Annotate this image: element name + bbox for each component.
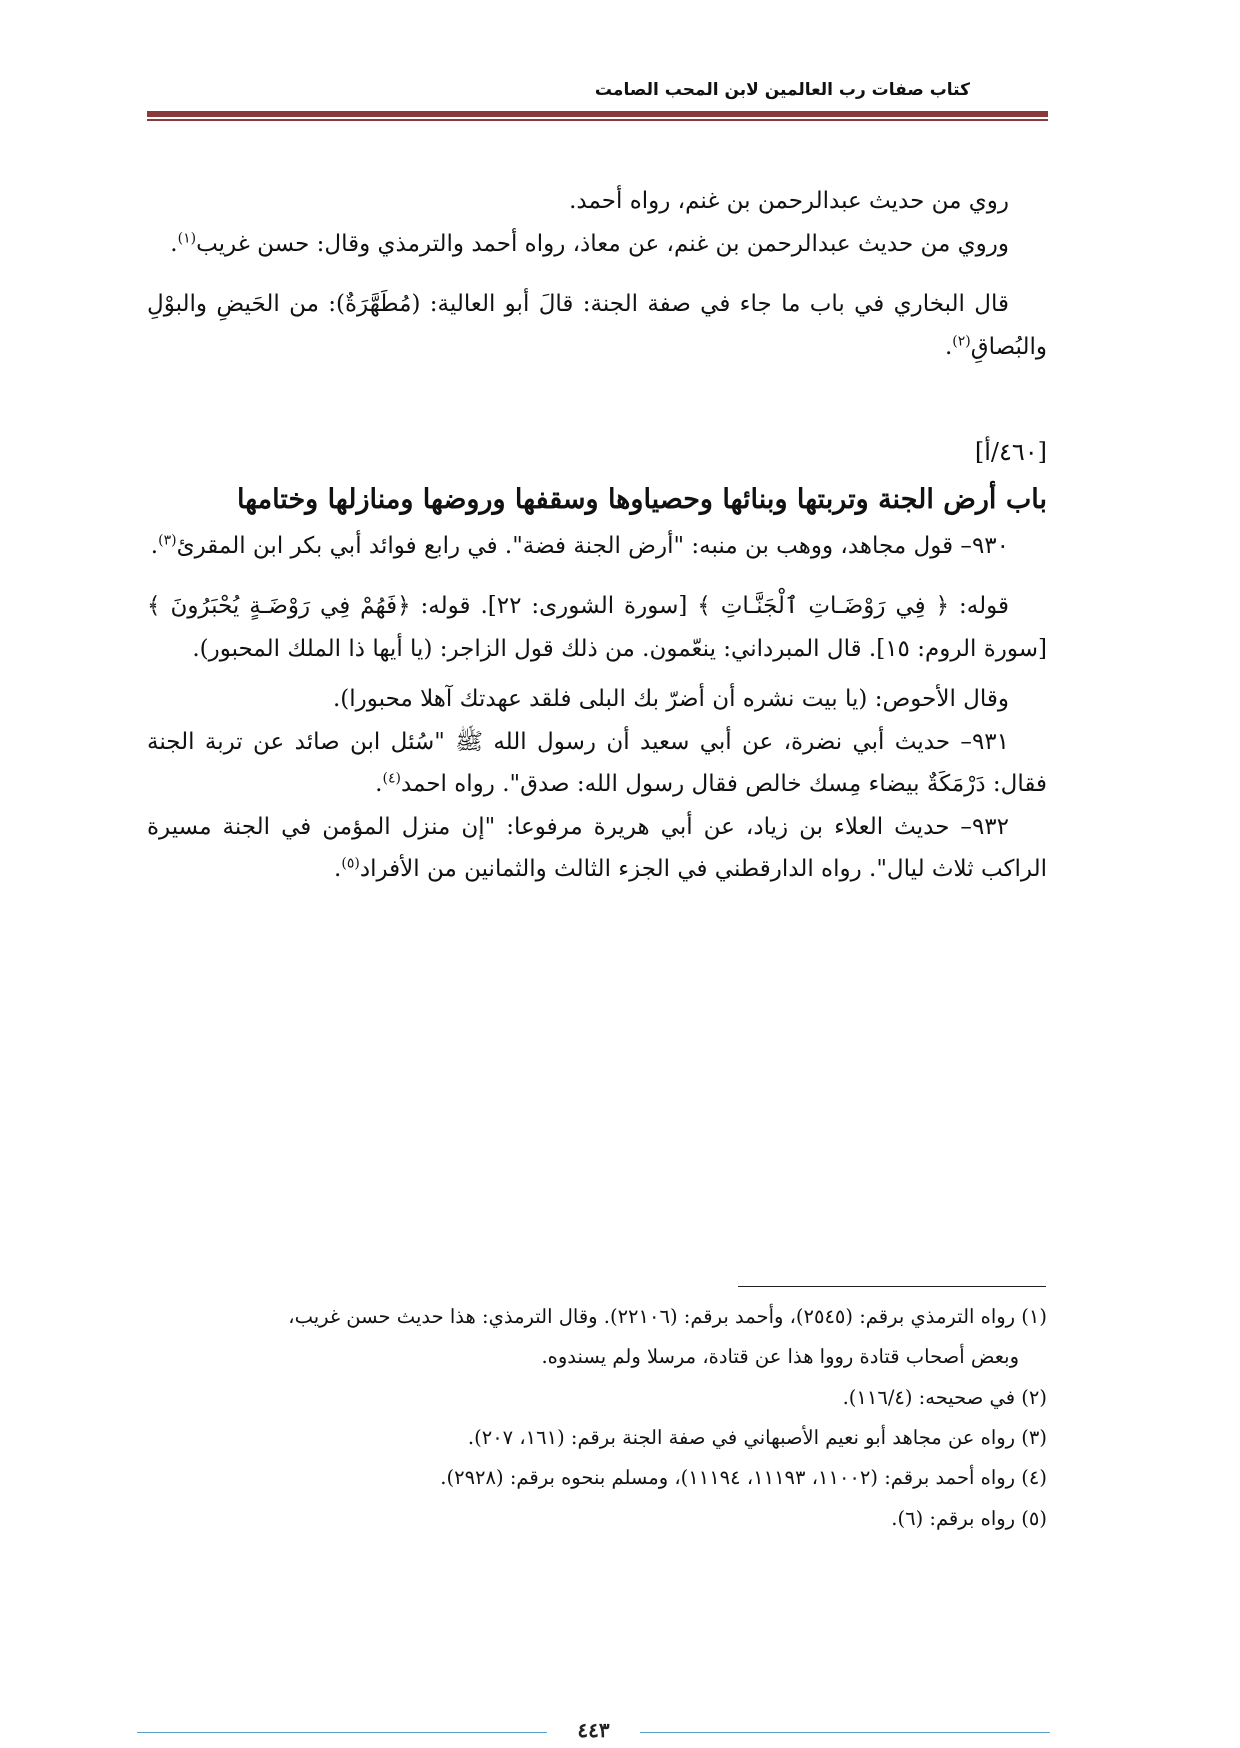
paragraph-end: . (334, 856, 342, 883)
chapter-heading: باب أرض الجنة وتربتها وبنائها وحصياوها وسقفها وروضها ومنازلها وختامها (236, 483, 1047, 515)
paragraph-end: . (944, 333, 953, 360)
paragraph-text: ٩٣٠– قول مجاهد، ووهب بن منبه: "أرض الجنة فضة". في رابع فوائد أبي بكر ابن المقرئ (176, 532, 1009, 559)
paragraph-text: ٩٣٢– حديث العلاء بن زياد، عن أبي هريرة مرفوعا: "إن منزل المؤمن في الجنة مسيرة الراكب ثلاث ليال". رواه الدارقطني في الجزء الثالث والثمانين من الأفراد (147, 813, 1047, 883)
paragraph-end: . (150, 532, 159, 559)
paragraph-text: قال البخاري في باب ما جاء في صفة الجنة: قالَ أبو العالية: (مُطَهَّرَةٌ): من الحَيضِ والبوْلِ والبُصاقِ (147, 291, 1047, 360)
footnotes (147, 1297, 1047, 1539)
header-rule (147, 111, 1048, 117)
paragraph-text: روي من حديث عبدالرحمن بن غنم، رواه أحمد. (569, 188, 1009, 214)
folio-marker: [٤٦٠/أ] (974, 438, 1047, 467)
paragraph (147, 806, 1047, 891)
paragraph (147, 721, 1047, 806)
footnote-ref[interactable]: (٤) (382, 770, 401, 787)
paragraph (147, 180, 1047, 223)
footnote-separator (738, 1286, 1046, 1287)
paragraph: وقال الأحوص: (يا بيت نشره أن أضرّ بك البلى فلقد عهدتك آهلا محبورا). (333, 686, 1009, 713)
footer-rule-left (137, 1732, 547, 1733)
footer-rule-right (640, 1732, 1050, 1733)
footnote-2: (٢) في صحيحه: (١١٦/٤). (842, 1385, 1047, 1409)
paragraph (147, 283, 1047, 368)
paragraph-end: . (170, 230, 178, 257)
paragraph-text: ٩٣١– حديث أبي نضرة، عن أبي سعيد أن رسول الله ﷺ "سُئل ابن صائد عن تربة الجنة فقال: دَرْمَكَةٌ بيضاء مِسك خالص فقال رسول الله: صدق". رواه احمد (147, 728, 1047, 798)
page-number: ٤٤٣ (577, 1718, 610, 1742)
paragraph-end: . (375, 771, 383, 798)
footnote-5: (٥) رواه برقم: (٦). (891, 1506, 1047, 1530)
header-rule-thin (147, 119, 1048, 121)
paragraph: قوله: ﴿ فِي رَوْضَـاتِ ٱلْجَنَّـاتِ ﴾ [سورة الشورى: ٢٢]. قوله: ﴿فَهُمْ فِي رَوْضَـةٍ يُحْبَرُونَ ﴾ [سورة الروم: ١٥]. قال المبرداني: ينعّمون. من ذلك قول الزاجر: (يا أيها ذا الملك المحبور). (147, 593, 1047, 662)
paragraph-text: وروي من حديث عبدالرحمن بن غنم، عن معاذ، رواه أحمد والترمذي وقال: حسن غريب (196, 230, 1009, 257)
footnote-4: (٤) رواه أحمد برقم: (١١٠٠٢، ١١١٩٣، ١١١٩٤)، ومسلم بنحوه برقم: (٢٩٢٨). (440, 1466, 1047, 1490)
book-title: كتاب صفات رب العالمين لابن المحب الصامت (594, 80, 970, 100)
footnote-ref[interactable]: (٥) (341, 855, 360, 872)
footnote-ref[interactable]: (١) (177, 229, 197, 246)
footnote-3: (٣) رواه عن مجاهد أبو نعيم الأصبهاني في صفة الجنة برقم: (١٦١، ٢٠٧). (467, 1426, 1047, 1450)
footnote-ref[interactable]: (٢) (952, 332, 971, 349)
footnote-ref[interactable]: (٣) (158, 531, 177, 548)
footnote-1-continued: وبعض أصحاب قتادة رووا هذا عن قتادة، مرسلا ولم يسندوه. (541, 1345, 1019, 1369)
paragraph (147, 525, 1047, 568)
main-text (147, 180, 1047, 891)
footnote-1: (١) رواه الترمذي برقم: (٢٥٤٥)، وأحمد برقم: (٢٢١٠٦). وقال الترمذي: هذا حديث حسن غريب، (288, 1305, 1047, 1328)
paragraph (147, 223, 1047, 266)
